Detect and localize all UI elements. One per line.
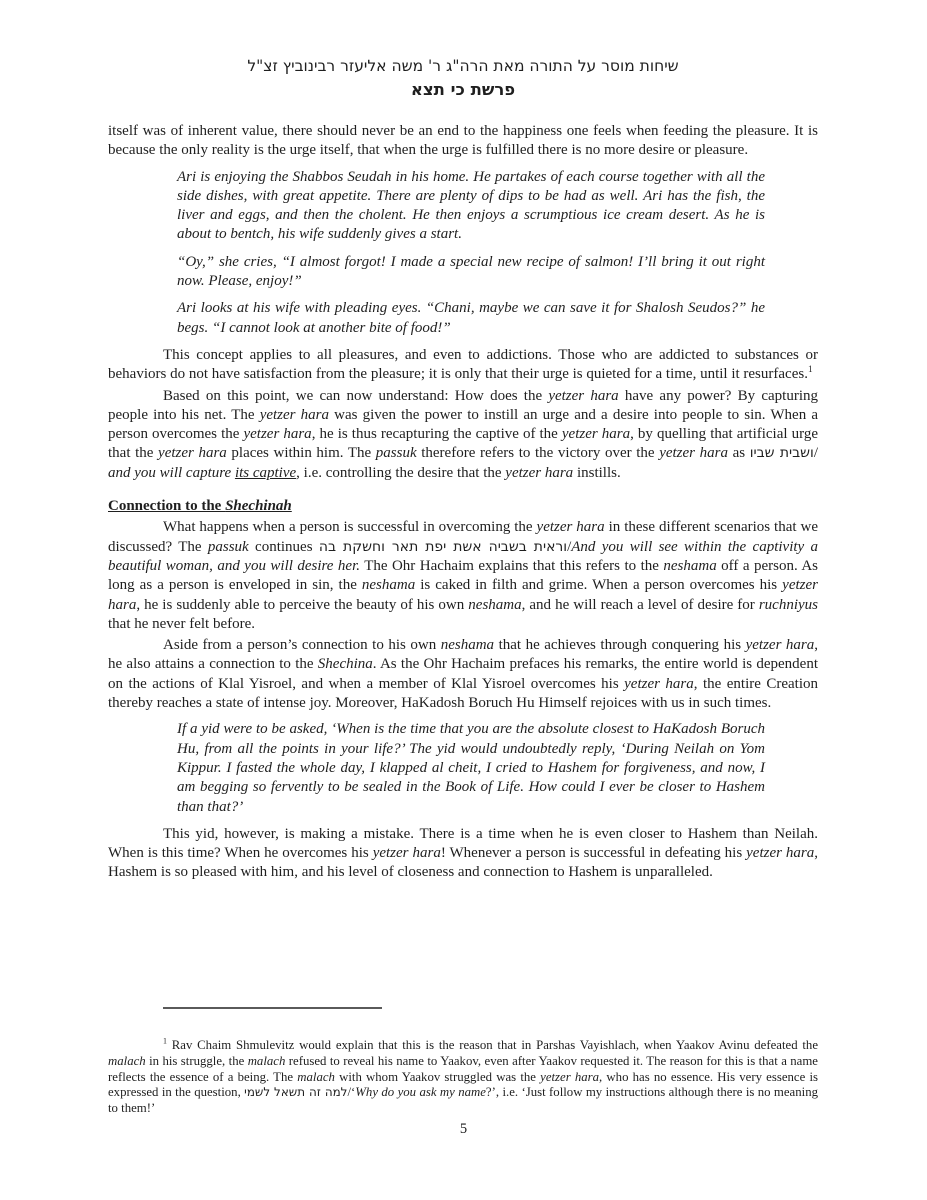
quote-ari-shabbos: Ari is enjoying the Shabbos Seudah in his home. He partakes of each course together with all the side dishes, with great appetite. There are plenty of dips to be had as well. Ari has the fish, the liver and eggs, and then the cholent. He then enjoys a scrumptious ice cream desert. As he is about to bentch, his wife suddenly gives a start. (177, 168, 765, 243)
quote-ari-pleading: Ari looks at his wife with pleading eyes. “Chani, maybe we can save it for Shalosh Seudos?” he begs. “I cannot look at another bite of food!” (177, 300, 765, 336)
body-text (108, 122, 818, 883)
para-intro: itself was of inherent value, there should never be an end to the happiness one feels when feeding the pleasure. It is because the only reality is the urge itself, that when the urge is fulfilled there is no more desire or pleasure. (108, 123, 818, 159)
para-addictions: This concept applies to all pleasures, and even to addictions. Those who are addicted to substances or behaviors do not have satisfaction from the pleasure; it is only that their urge is quieted for a time, until it resurfaces.$^1$ (108, 346, 818, 383)
section-heading-shechinah: Connection to the Shechinah (108, 498, 292, 515)
header-parsha-hebrew: פרשת כי תצא (410, 80, 516, 99)
header-title-hebrew: שיחות מוסר על התורה מאת הרה"ג ר' משה אליעזר רבינוביץ זצ"ל (247, 57, 679, 75)
para-aside-connection: Aside from a person’s connection to his own neshama that he achieves through conquering his yetzer hara, he also attains a connection to the Shechina. As the Ohr Hachaim prefaces his remarks, the entire world is dependent on the actions of Klal Yisroel, and when a member of Klal Yisroel overcomes his yetzer hara, the entire Creation thereby reaches a state of intense joy. Moreover, HaKadosh Boruch Hu Himself rejoices with us in such times. (108, 637, 819, 712)
quote-ari-wife: “Oy,” she cries, “I almost forgot! I made a special new recipe of salmon! I’ll bring it out right now. Please, enjoy!” (177, 253, 765, 290)
para-what-happens: What happens when a person is successful in overcoming the yetzer hara in these different scenarios that we discussed? The passuk continues וראית בשביה אשת יפת תאר וחשקת בה/And you will see within the captivity a beautiful woman, and you will desire her. The Ohr Hachaim explains that this refers to the neshama off a person. As long as a person is enveloped in sin, the neshama is caked in filth and grime. When a person overcomes his yetzer hara, he is suddenly able to perceive the beauty of his own neshama, and he will reach a level of desire for ruchniyus that he never felt before. (108, 519, 819, 632)
footnote-text: $^1$ Rav Chaim Shmulevitz would explain that this is the reason that in Parshas Vayishlach, when Yaakov Avinu defeated the malach in his struggle, the malach refused to reveal his name to Yaakov, even after Yaakov requested it. The reason for this is that a name reflects the essence of a being. The malach with whom Yaakov struggled was the yetzer hara, who has no essence. His very essence is expressed in the question, למה זה תשאל לשמי/‘Why do you ask my name?’, i.e. ‘Just follow my instructions although there is no meaning to them!’ (108, 1036, 818, 1116)
footnote-separator (163, 1007, 382, 1009)
para-this-yid-mistake: This yid, however, is making a mistake. There is a time when he is even closer to Hashem than Neilah. When is this time? When he overcomes his yetzer hara! Whenever a person is successful in defeating his yetzer hara, Hashem is so pleased with him, and his level of closeness and connection to Hashem is unparalleled. (108, 825, 818, 881)
page-content (108, 56, 818, 885)
quote-yid-neilah: If a yid were to be asked, ‘When is the time that you are the absolute closest to HaKadosh Boruch Hu, from all the points in your life?’ The yid would undoubtedly reply, ‘During Neilah on Yom Kippur. I fasted the whole day, I klapped al cheit, I cried to Hashem for forgiveness, and now, I am begging so fervently to be sealed in the Book of Life. How could I ever be closer to Hashem than that?’ (177, 721, 765, 815)
page-number: 5 (459, 1121, 468, 1137)
para-yetzer-hara-power: Based on this point, we can now understand: How does the yetzer hara have any power? By capturing people into his net. The yetzer hara was given the power to instill an urge and a desire into people to sin. When a person overcomes the yetzer hara, he is thus recapturing the captive of the yetzer hara, by quelling that artificial urge that the yetzer hara places within him. The passuk therefore refers to the victory over the yetzer hara as ושבית שביו/ and you will capture its captive, i.e. controlling the desire that the yetzer hara instills. (108, 387, 818, 481)
